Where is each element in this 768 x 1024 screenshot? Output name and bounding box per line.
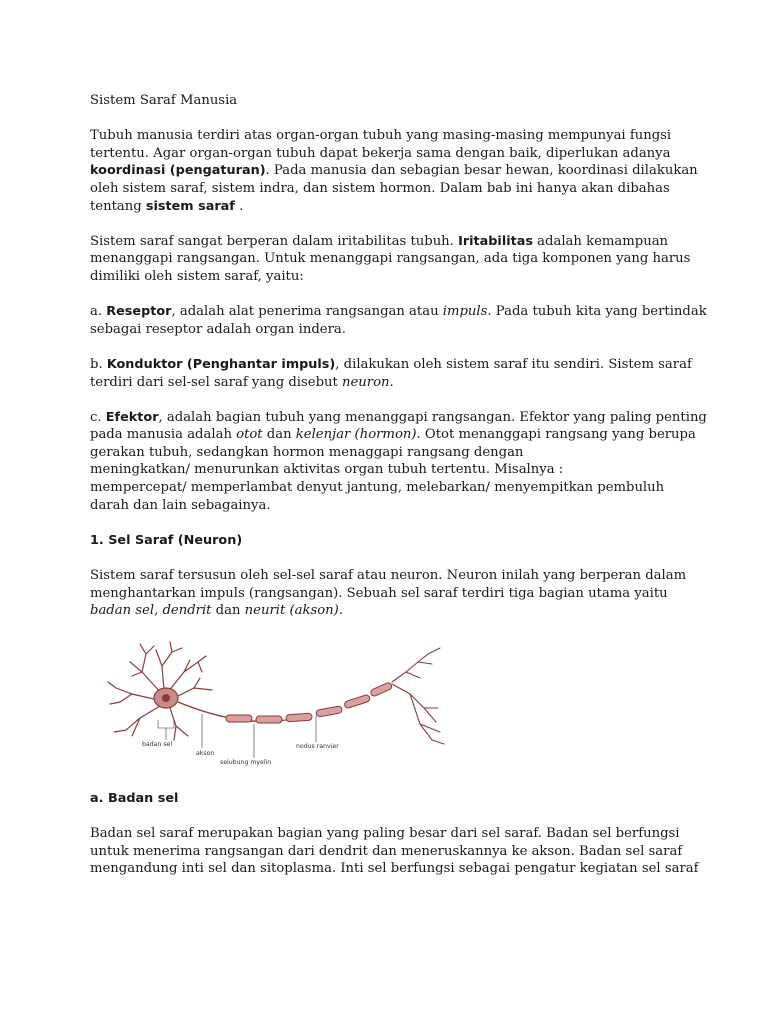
text-line: Sistem saraf tersusun oleh sel-sel saraf atau neuron. Neuron inilah yang berperan dalam [90,568,687,584]
italic-term: impuls [442,304,488,320]
text-line: mempercepat/ memperlambat denyut jantung, melebarkan/ menyempitkan pembuluh [90,480,665,496]
text-line: tertentu. Agar organ-organ tubuh dapat bekerja sama dengan baik, diperlukan adanya [90,145,671,161]
text-line [90,602,680,620]
text-line [90,233,680,251]
bold-term: 1. Sel Saraf (Neuron) [90,532,243,548]
text-line: Tubuh manusia terdiri atas organ-organ tubuh yang masing-masing mempunyai fungsi [90,128,672,144]
myelin-segment [344,694,371,709]
paragraph-efektor [90,409,707,515]
myelin-segment [286,713,312,722]
text-span: terdiri dari sel-sel saraf yang disebut [90,374,342,390]
bold-term: Konduktor (Penghantar impuls) [106,356,336,372]
text-span: , adalah alat penerima rangsangan atau [171,304,443,320]
text-span: . Otot menanggapi rangsang yang berupa [416,427,696,443]
paragraph-konduktor [90,356,692,391]
text-line [90,409,707,427]
section-heading-neuron [90,532,680,550]
italic-term: badan sel, dendrit [90,603,212,619]
paragraph-reseptor [90,303,707,338]
paragraph-intro [90,127,698,215]
axon-terminals [392,648,444,744]
bold-term: Iritabilitas [458,233,533,249]
bold-term: a. Badan sel [90,791,179,806]
paragraph-neuron [90,567,687,620]
text-line: gerakan tubuh, sedangkan hormon menaggapi rangsang dengan [90,444,524,460]
label-badan-sel: badan sel [142,741,173,748]
section-heading-badan-sel [90,790,680,808]
myelin-segment [256,716,282,723]
label-akson: akson [196,750,215,757]
label-nodus-ranvier: nodus ranvier [296,743,339,750]
text-span: , dilakukan oleh sistem saraf itu sendiri. Sistem saraf [335,356,692,372]
text-line [90,374,680,392]
text-span: . [234,198,244,214]
text-span: pada manusia adalah [90,427,237,443]
text-line: sebagai reseptor adalah organ indera. [90,321,346,337]
nucleus [162,694,170,702]
bold-term: sistem saraf [145,198,235,214]
text-span: c. [90,409,106,425]
text-line [90,303,707,321]
text-line [90,426,696,444]
text-line: meningkatkan/ menurunkan aktivitas organ tubuh tertentu. Misalnya : [90,462,564,478]
text-line: darah dan lain sebagainya. [90,497,271,513]
myelin-segment [316,706,343,717]
neuron-illustration [102,632,454,768]
text-span: . Pada manusia dan sebagian besar hewan, koordinasi dilakukan [265,163,698,179]
text-span: b. [90,356,107,372]
italic-term: kelenjar (hormon) [295,427,417,443]
text-span: tentang [90,198,146,214]
bold-term: Efektor [105,409,159,425]
text-line [90,162,698,180]
text-span: , adalah bagian tubuh yang menanggapi rangsangan. Efektor yang paling penting [158,409,707,425]
text-line: dimiliki oleh sistem saraf, yaitu: [90,268,304,284]
text-line: menanggapi rangsangan. Untuk menanggapi rangsangan, ada tiga komponen yang harus [90,251,691,267]
neuron-diagram [102,632,454,768]
section-badan-sel [90,790,699,878]
text-line: untuk menerima rangsangan dari dendrit dan meneruskannya ke akson. Badan sel saraf [90,843,683,859]
myelin-segment [226,715,252,722]
italic-term: otot [236,427,263,443]
text-span: dan [262,427,296,443]
myelin-segment [370,682,393,697]
bold-term: Reseptor [106,304,172,320]
text-span: dan [211,603,245,619]
text-span: adalah kemampuan [532,233,669,249]
text-line: oleh sistem saraf, sistem indra, dan sistem hormon. Dalam bab ini hanya akan dibahas [90,180,670,196]
text-line: menghantarkan impuls (rangsangan). Sebuah sel saraf terdiri tiga bagian utama yaitu [90,585,668,601]
text-span: . Pada tubuh kita yang bertindak [487,304,707,320]
text-line: Badan sel saraf merupakan bagian yang paling besar dari sel saraf. Badan sel berfungsi [90,826,680,842]
myelin-sheath [226,682,393,723]
text-span: . [338,603,344,619]
bold-term: koordinasi (pengaturan) [90,163,266,179]
document-page [90,92,707,620]
text-line [90,356,692,374]
page-title: Sistem Saraf Manusia [90,93,238,108]
text-span: a. [90,304,107,320]
text-line [90,198,680,216]
label-selubung-myelin: selubung myelin [220,759,272,766]
italic-term: neurit (akson) [244,603,339,619]
paragraph-iritabilitas [90,233,691,286]
text-span: Sistem saraf sangat berperan dalam iritabilitas tubuh. [90,233,459,249]
italic-term: neuron. [342,374,394,390]
text-line: mengandung inti sel dan sitoplasma. Inti sel berfungsi sebagai pengatur kegiatan sel saraf [90,861,699,877]
